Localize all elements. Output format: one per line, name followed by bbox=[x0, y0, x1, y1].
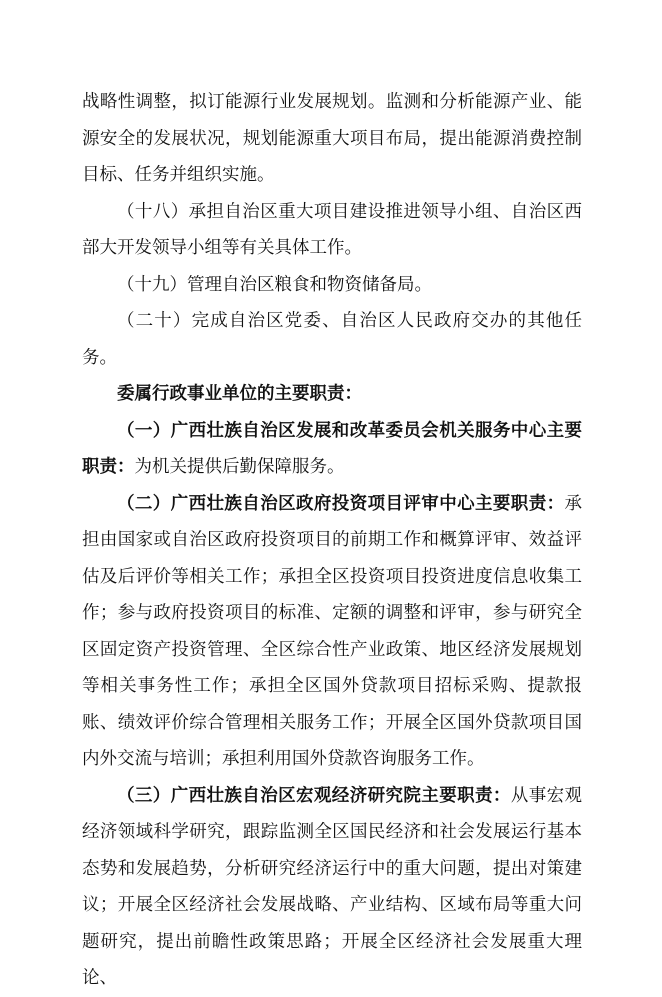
paragraph-item-18: （十八）承担自治区重大项目建设推进领导小组、自治区西部大开发领导小组等有关具体工作。 bbox=[82, 201, 582, 258]
unit-paragraph-1 bbox=[82, 413, 582, 486]
unit-heading-3: （三）广西壮族自治区宏观经济研究院主要职责： bbox=[117, 785, 511, 806]
unit-paragraph-3 bbox=[82, 778, 582, 997]
paragraph-energy-planning: 战略性调整，拟订能源行业发展规划。监测和分析能源产业、能源安全的发展状况，规划能源重大项目布局，提出能源消费控制目标、任务并组织实施。 bbox=[82, 92, 582, 185]
document-page bbox=[82, 84, 582, 997]
unit-body-1: 为机关提供后勤保障服务。 bbox=[134, 457, 345, 477]
unit-body-2: 承担由国家或自治区政府投资项目的前期工作和概算评审、效益评估及后评价等相关工作；承担全区投资项目投资进度信息收集工作；参与政府投资项目的标准、定额的调整和评审，参与研究全区固定资产投资管理、全区综合性产业政策、地区经济发展规划等相关事务性工作；承担全区国外贷款项目招标采购、提款报账、绩效评价综合管理相关服务工作；开展全区国外贷款项目国内外交流与培训；承担利用国外贷款咨询服务工作。 bbox=[82, 493, 582, 769]
unit-paragraph-2 bbox=[82, 486, 582, 778]
paragraph-item-20: （二十）完成自治区党委、自治区人民政府交办的其他任务。 bbox=[82, 311, 582, 368]
unit-body-3: 从事宏观经济领域科学研究，跟踪监测全区国民经济和社会发展运行基本态势和发展趋势，分析研究经济运行中的重大问题，提出对策建议；开展全区经济社会发展战略、产业结构、区域布局等重大问题研究，提出前瞻性政策思路；开展全区经济社会发展重大理论、 bbox=[82, 785, 583, 988]
paragraph-item-19: （十九）管理自治区粮食和物资储备局。 bbox=[117, 274, 432, 295]
unit-heading-1: （一）广西壮族自治区发展和改革委员会机关服务中心主要职责： bbox=[82, 420, 582, 477]
section-heading: 委属行政事业单位的主要职责： bbox=[117, 384, 362, 404]
unit-heading-2: （二）广西壮族自治区政府投资项目评审中心主要职责： bbox=[117, 493, 565, 514]
